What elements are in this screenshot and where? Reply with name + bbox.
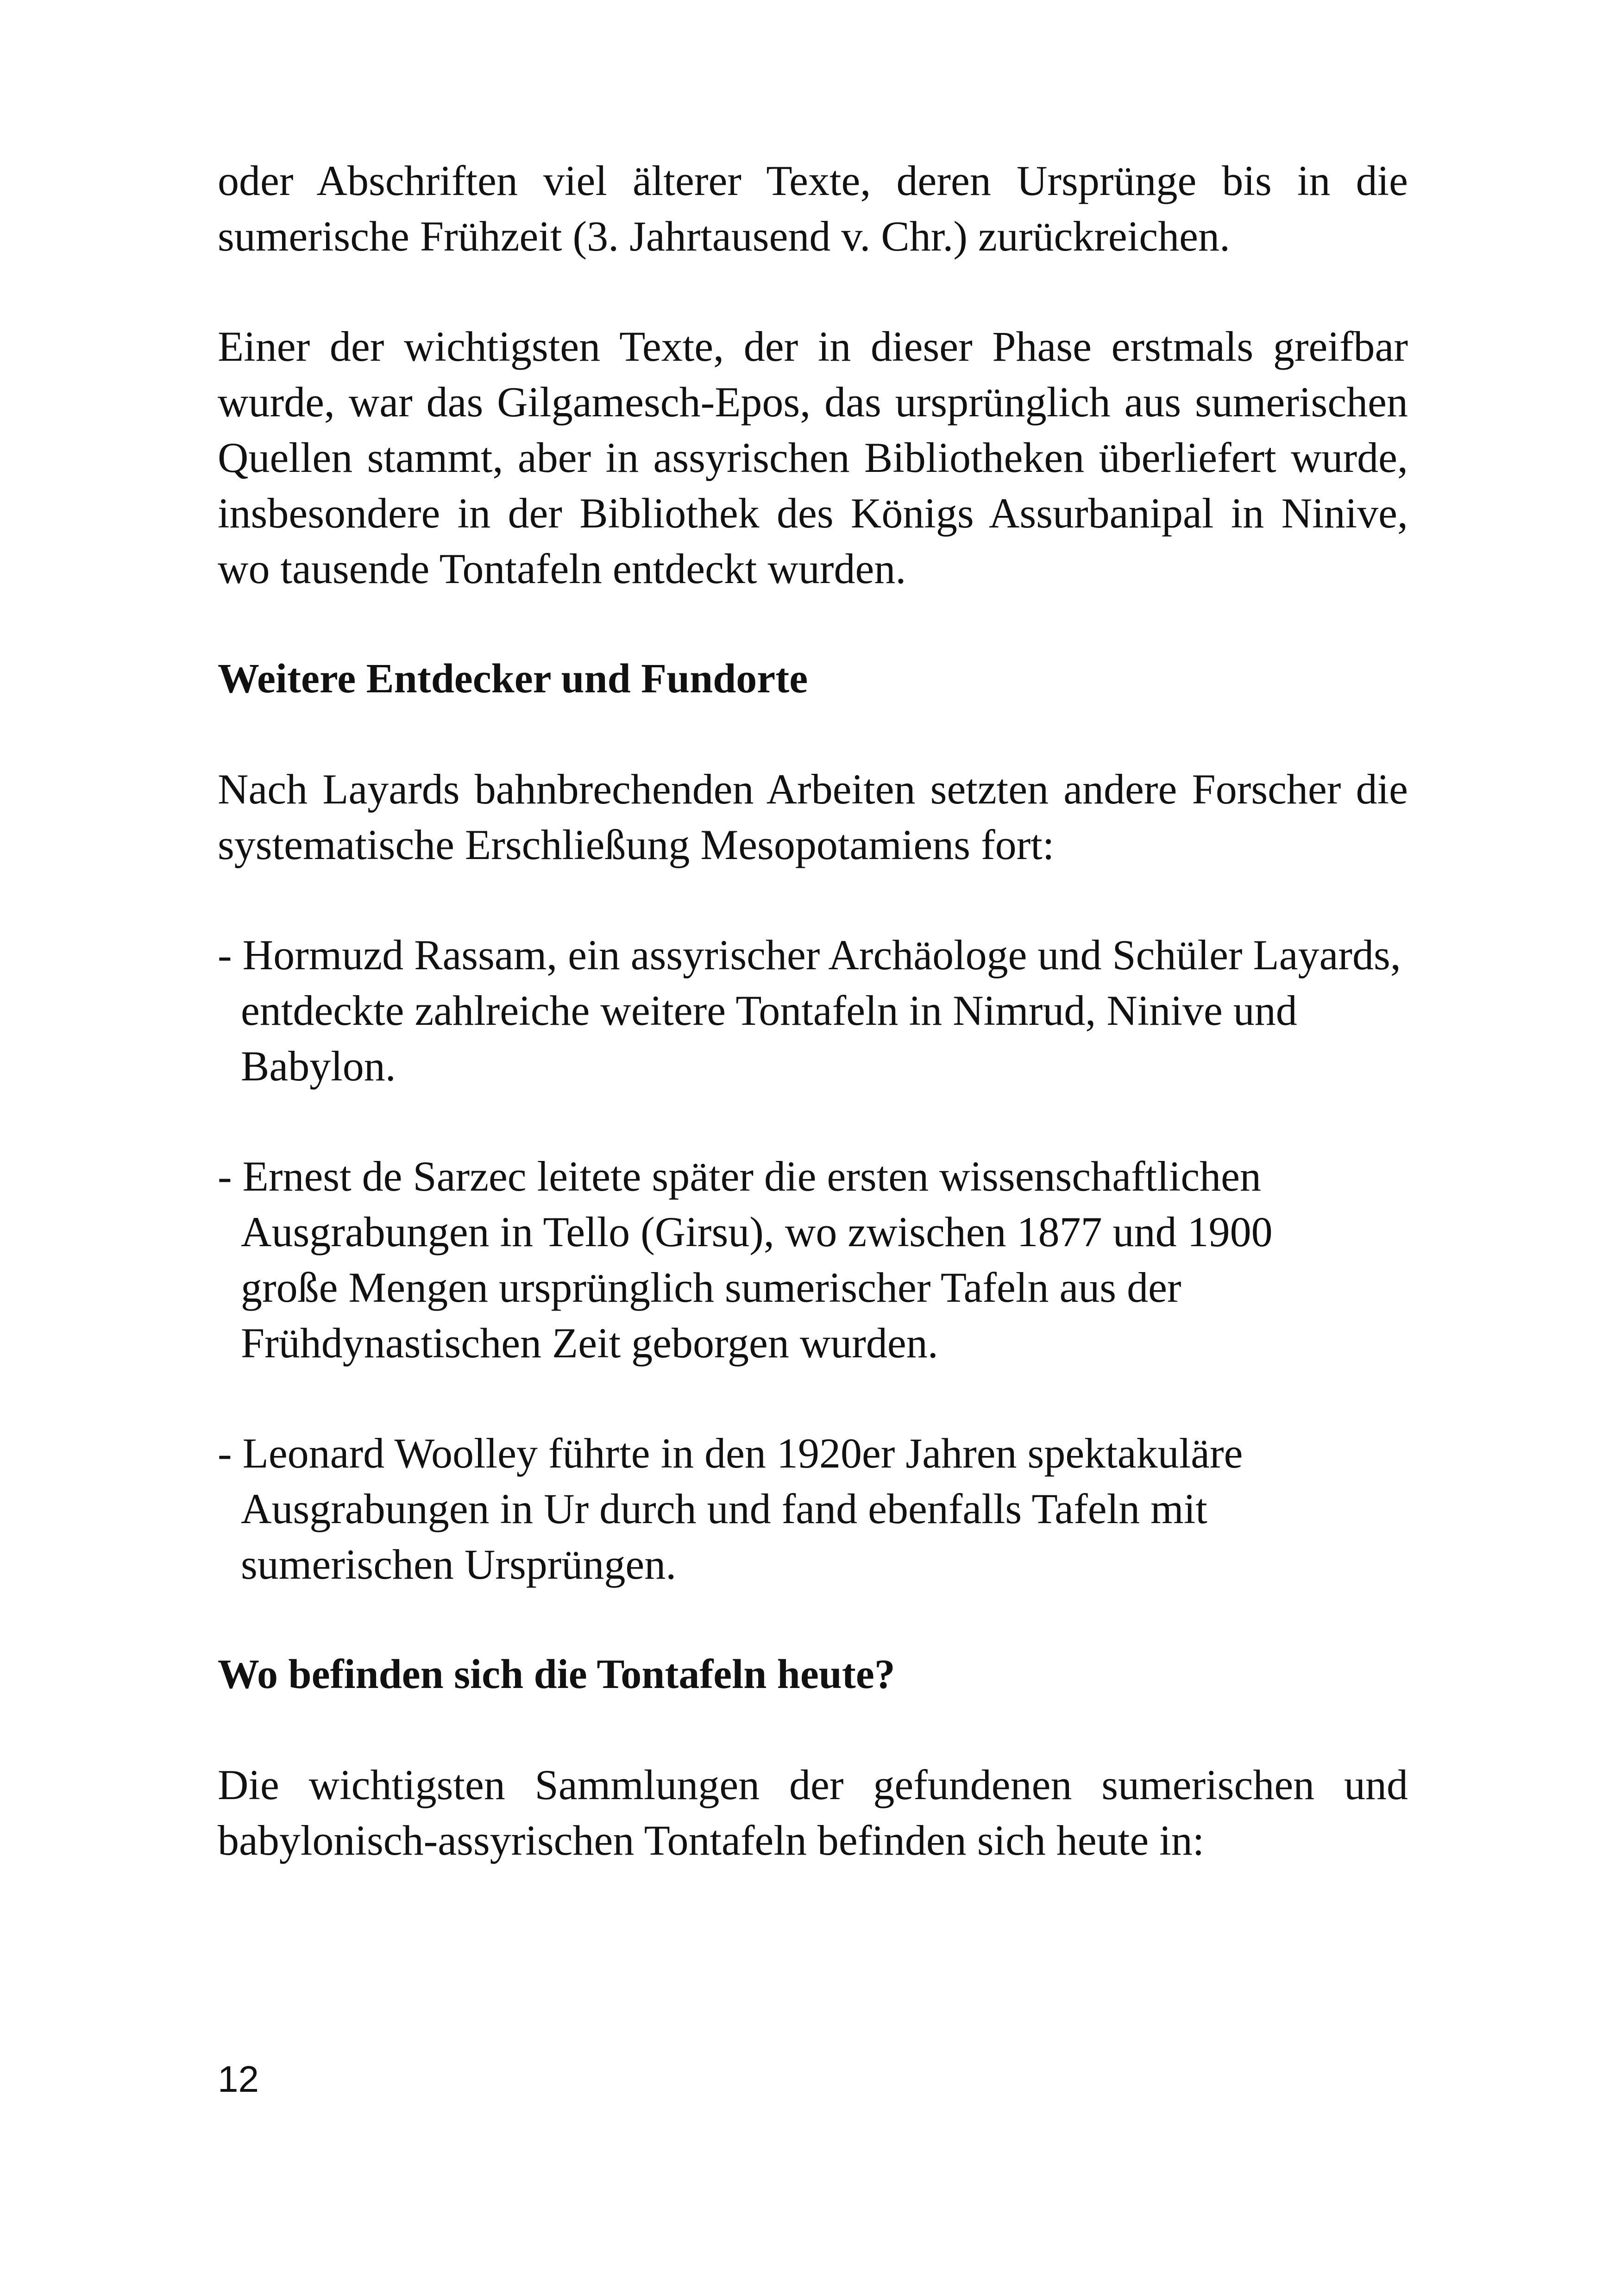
section-heading: Wo befinden sich die Tontafeln heute? [218,1651,895,1697]
paragraph: Nach Layards bahnbrechenden Arbeiten setzten andere Forscher die systematische Erschließung Mesopotamiens fort: [218,765,1408,868]
list-item: - Ernest de Sarzec leitete später die ersten wissenschaftlichen Ausgrabungen in Tello (Girsu), wo zwischen 1877 und 1900 große Mengen ursprünglich sumerischer Tafeln aus der Frühdynastischen Zeit geborgen wurden. [218,1153,1273,1367]
page-number: 12 [218,2058,259,2100]
list-item: - Leonard Woolley führte in den 1920er Jahren spektakuläre Ausgrabungen in Ur durch und fand ebenfalls Tafeln mit sumerischen Ursprüngen. [218,1430,1243,1588]
list-item: - Hormuzd Rassam, ein assyrischer Archäologe und Schüler Layards, entdeckte zahlreiche weitere Tontafeln in Nimrud, Ninive und Babylon. [218,931,1401,1090]
paragraph: Die wichtigsten Sammlungen der gefundenen sumerischen und babylonisch-assyrischen Tontafeln befinden sich heute in: [218,1761,1408,1864]
page-content [218,153,1408,1868]
paragraph: Einer der wichtigsten Texte, der in dieser Phase erstmals greifbar wurde, war das Gilgamesch-Epos, das ursprünglich aus sumerischen Quellen stammt, aber in assyrischen Bibliotheken überliefert wurde, insbesondere in der Bibliothek des Königs Assurbanipal in Ninive, wo tausende Tontafeln entdeckt wurden. [218,323,1408,592]
section-heading: Weitere Entdecker und Fundorte [218,656,808,702]
paragraph: oder Abschriften viel älterer Texte, deren Ursprünge bis in die sumerische Frühzeit (3. Jahrtausend v. Chr.) zurückreichen. [218,157,1408,260]
